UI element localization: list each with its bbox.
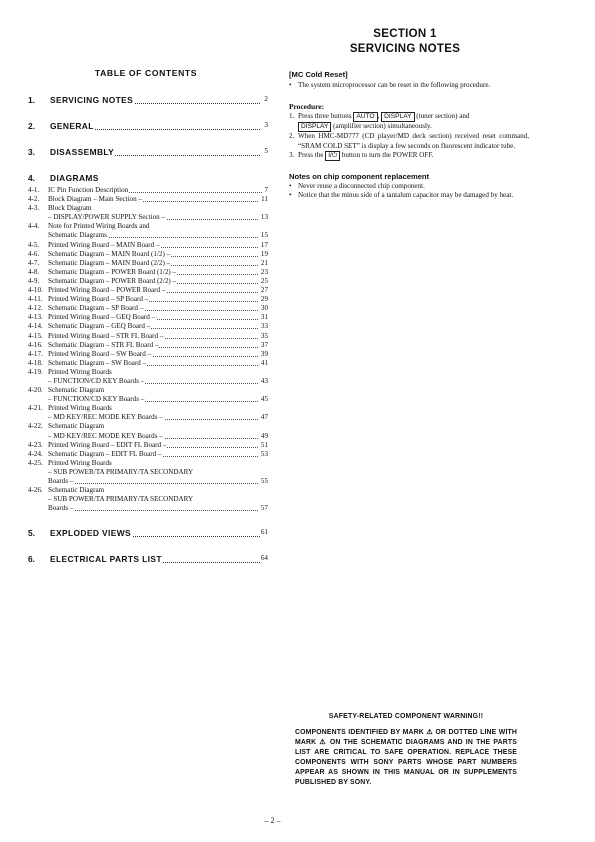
chip-note-2: • Notice that the minus side of a tantalum capacitor may be damaged by heat.	[289, 191, 514, 200]
toc-page: 2	[264, 95, 268, 103]
toc-subentry[interactable]: 4-24. Schematic Diagram – EDIT FL Board – 53	[28, 449, 268, 458]
toc-subentry[interactable]: 4-13. Printed Wiring Board – GEQ Board – 31	[28, 313, 268, 322]
procedure-step-1: 1. Press three buttons AUTO , DISPLAY (tuner section) and DISPLAY (amplifier section) simultaneously.	[289, 112, 470, 131]
mc-cold-reset-heading: [MC Cold Reset]	[289, 70, 348, 79]
toc-label: ELECTRICAL PARTS LIST	[50, 554, 162, 565]
toc-label: SERVICING NOTES	[50, 95, 134, 105]
toc-subentry[interactable]: 4-16. Schematic Diagram – STR FL Board – 37	[28, 340, 268, 349]
toc-entry-exploded-views[interactable]	[28, 528, 268, 540]
section-title: SERVICING NOTES	[349, 43, 461, 55]
auto-key-icon: AUTO	[353, 112, 377, 122]
toc-label: DISASSEMBLY	[50, 147, 115, 157]
toc-subentry[interactable]: 4-3. Block Diagram – DISPLAY/POWER SUPPLY Section – 13	[28, 204, 268, 222]
section-header	[300, 27, 510, 57]
toc-subentry[interactable]: 4-6. Schematic Diagram – MAIN Board (1/2) – 19	[28, 249, 268, 258]
toc-subentry[interactable]: 4-25. Printed Wiring Boards – SUB POWER/TA PRIMARY/TA SECONDARY Boards – 55	[28, 458, 268, 485]
toc-number: 1.	[28, 95, 35, 105]
toc-subentry[interactable]: 4-1. IC Pin Function Description 7	[28, 186, 268, 194]
toc-label: EXPLODED VIEWS	[50, 528, 131, 539]
toc-subentry[interactable]: 4-26. Schematic Diagram – SUB POWER/TA PRIMARY/TA SECONDARY Boards – 57	[28, 486, 268, 513]
toc-page: 61	[260, 528, 268, 537]
toc-subentry[interactable]: 4-9. Schematic Diagram – POWER Board (2/2) – 25	[28, 276, 268, 285]
warning-title: SAFETY-RELATED COMPONENT WARNING!!	[328, 713, 484, 720]
toc-subentry[interactable]: 4-7. Schematic Diagram – MAIN Board (2/2) – 21	[28, 258, 268, 267]
toc-subentry[interactable]: 4-14. Schematic Diagram – GEQ Board – 33	[28, 322, 268, 331]
toc-subentry[interactable]: 4-8. Schematic Diagram – POWER Board (1/2) – 23	[28, 267, 268, 276]
toc-entry-diagrams[interactable]	[28, 173, 268, 185]
table-of-contents	[28, 68, 268, 566]
toc-page: 64	[260, 554, 268, 563]
toc-subentry[interactable]: 4-5. Printed Wiring Board – MAIN Board – 17	[28, 240, 268, 249]
toc-subentry[interactable]: 4-15. Printed Wiring Board – STR FL Board – 35	[28, 331, 268, 340]
chip-note-1: • Never reuse a disconnected chip component.	[289, 181, 425, 190]
toc-entry-servicing-notes[interactable]	[28, 95, 268, 107]
toc-page: 3	[264, 121, 268, 129]
toc-page: 5	[264, 147, 268, 155]
servicing-notes-column	[289, 70, 529, 200]
toc-subentry[interactable]: 4-23. Printed Wiring Board – EDIT FL Board – 51	[28, 440, 268, 449]
display-key-icon: DISPLAY	[381, 112, 414, 122]
toc-subentry[interactable]: 4-18. Schematic Diagram – SW Board – 41	[28, 358, 268, 367]
warning-body: COMPONENTS IDENTIFIED BY MARK ⚠ OR DOTTED LINE WITH MARK ⚠ ON THE SCHEMATIC DIAGRAMS AND IN THE PARTS LIST ARE CRITICAL TO SAFE OPERATION. REPLACE THESE COMPONENTS WITH SONY PARTS WHOSE PART NUMBERS APPEAR AS SHOWN IN THIS MANUAL OR IN SUPPLEMENTS PUBLISHED BY SONY.	[295, 729, 517, 786]
safety-warning	[295, 713, 517, 788]
toc-number: 6.	[28, 554, 35, 565]
toc-entry-general[interactable]	[28, 121, 268, 133]
toc-subentry[interactable]: 4-19. Printed Wiring Boards – FUNCTION/CD KEY Boards – 43	[28, 367, 268, 385]
toc-label: GENERAL	[50, 121, 94, 131]
power-key-icon: I/⏻	[325, 151, 340, 161]
toc-number: 4.	[28, 173, 35, 183]
toc-subentry[interactable]: 4-17. Printed Wiring Board – SW Board – 39	[28, 349, 268, 358]
toc-subentry[interactable]: 4-20. Schematic Diagram – FUNCTION/CD KEY Boards – 45	[28, 386, 268, 404]
toc-subentry[interactable]: 4-12. Schematic Diagram – SP Board – 30	[28, 304, 268, 313]
toc-number: 5.	[28, 528, 35, 539]
toc-entry-electrical-parts-list[interactable]	[28, 554, 268, 566]
chip-notes-heading: Notes on chip component replacement	[289, 171, 430, 181]
toc-label: DIAGRAMS	[50, 173, 99, 183]
toc-subentry[interactable]: 4-2. Block Diagram – Main Section – 11	[28, 195, 268, 204]
page-number: – 2 –	[264, 816, 281, 825]
procedure-step-3: 3. Press the I/⏻ button to turn the POWER OFF.	[289, 150, 434, 159]
section-number: SECTION 1	[373, 28, 437, 40]
toc-subentry[interactable]: 4-10. Printed Wiring Board – POWER Board – 27	[28, 286, 268, 295]
toc-subentry[interactable]: 4-11. Printed Wiring Board – SP Board – 29	[28, 295, 268, 304]
toc-subentry[interactable]: 4-21. Printed Wiring Boards – MD KEY/REC MODE KEY Boards – 47	[28, 404, 268, 422]
toc-number: 3.	[28, 147, 35, 157]
display-key-icon: DISPLAY	[298, 122, 331, 132]
procedure-heading: Procedure:	[289, 102, 325, 112]
toc-title: TABLE OF CONTENTS	[94, 68, 198, 78]
toc-subentry[interactable]: 4-22. Schematic Diagram – MD KEY/REC MODE KEY Boards – 49	[28, 422, 268, 440]
mc-cold-reset-note: • The system microprocessor can be reset in the following procedure.	[289, 81, 491, 89]
toc-number: 2.	[28, 121, 35, 131]
procedure-step-2: 2. When HMC-MD777 (CD player/MD deck section) received reset command, “SRAM COLD SET” is display a few seconds on fluorescent indicator tube.	[289, 132, 529, 150]
toc-subentry[interactable]: 4-4. Note for Printed Wiring Boards and Schematic Diagrams 15	[28, 222, 268, 240]
toc-entry-disassembly[interactable]	[28, 147, 268, 159]
